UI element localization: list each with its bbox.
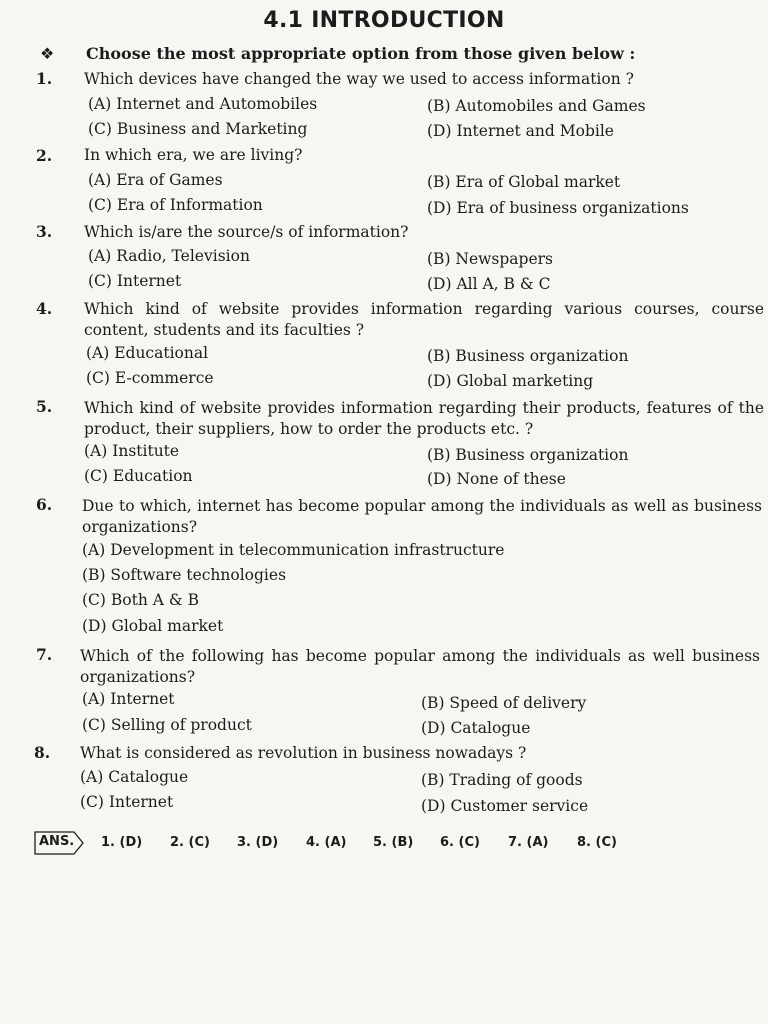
answer-item: 4. (A): [306, 835, 347, 850]
question-number: 4.: [36, 299, 53, 318]
question-number: 6.: [36, 495, 53, 514]
question-number: 2.: [36, 146, 53, 165]
answer-item: 8. (C): [577, 835, 617, 850]
question-text: Which of the following has become popular among the individuals as well business organizations?: [80, 647, 760, 686]
option-b: (B) Business organization: [427, 446, 629, 464]
option-c: (C) Selling of product: [82, 716, 252, 734]
option-a: (A) Radio, Television: [88, 247, 250, 265]
answer-item: 6. (C): [440, 835, 480, 850]
option-a: (A) Internet: [82, 690, 175, 708]
option-b: (B) Trading of goods: [421, 771, 583, 789]
question-number: 8.: [34, 743, 51, 762]
option-d: (D) Customer service: [421, 797, 589, 815]
option-a: (A) Development in telecommunication infrastructure: [82, 541, 505, 559]
answer-item: 5. (B): [373, 835, 414, 850]
option-d: (D) Global market: [82, 617, 224, 635]
question-text: Which devices have changed the way we used to access information ?: [84, 70, 634, 88]
option-d: (D) Internet and Mobile: [427, 122, 614, 140]
instruction-text: Choose the most appropriate option from those given below :: [86, 44, 636, 63]
answer-item: 7. (A): [508, 835, 549, 850]
section-title: 4.1 INTRODUCTION: [263, 8, 505, 33]
question-number: 7.: [36, 645, 53, 664]
answer-item: 1. (D): [101, 835, 143, 850]
option-b: (B) Newspapers: [427, 250, 553, 268]
question-text: What is considered as revolution in business nowadays ?: [80, 744, 527, 762]
option-c: (C) Era of Information: [88, 196, 263, 214]
option-a: (A) Internet and Automobiles: [88, 95, 318, 113]
answer-item: 3. (D): [237, 835, 279, 850]
question-text: In which era, we are living?: [84, 146, 303, 164]
option-c: (C) Education: [84, 467, 193, 485]
option-a: (A) Catalogue: [80, 768, 189, 786]
option-c: (C) E-commerce: [86, 369, 214, 387]
question-text: Which is/are the source/s of information?: [84, 223, 409, 241]
option-d: (D) Catalogue: [421, 719, 531, 737]
option-c: (C) Business and Marketing: [88, 120, 308, 138]
option-b: (B) Era of Global market: [427, 173, 621, 191]
option-a: (A) Era of Games: [88, 171, 223, 189]
question-text: Which kind of website provides information regarding various courses, course content, students and its faculties ?: [84, 300, 764, 339]
question-text: Which kind of website provides information regarding their products, features of the product, their suppliers, how to order the products etc. ?: [84, 399, 764, 438]
question-text: Due to which, internet has become popular among the individuals as well as business organizations?: [82, 497, 762, 536]
question-number: 3.: [36, 222, 53, 241]
option-c: (C) Internet: [88, 272, 182, 290]
option-a: (A) Educational: [86, 344, 209, 362]
option-d: (D) Era of business organizations: [427, 199, 689, 217]
question-number: 5.: [36, 397, 53, 416]
option-a: (A) Institute: [84, 442, 180, 460]
option-d: (D) None of these: [427, 470, 566, 488]
option-b: (B) Speed of delivery: [421, 694, 587, 712]
answer-label: ANS.: [39, 834, 75, 849]
answer-badge: [34, 831, 86, 853]
option-d: (D) Global marketing: [427, 372, 594, 390]
option-d: (D) All A, B & C: [427, 275, 551, 293]
option-c: (C) Both A & B: [82, 591, 199, 609]
answer-item: 2. (C): [170, 835, 210, 850]
option-c: (C) Internet: [80, 793, 174, 811]
diamond-bullet-icon: ❖: [40, 44, 55, 63]
option-b: (B) Software technologies: [82, 566, 287, 584]
question-number: 1.: [36, 69, 53, 88]
option-b: (B) Business organization: [427, 347, 629, 365]
option-b: (B) Automobiles and Games: [427, 97, 646, 115]
